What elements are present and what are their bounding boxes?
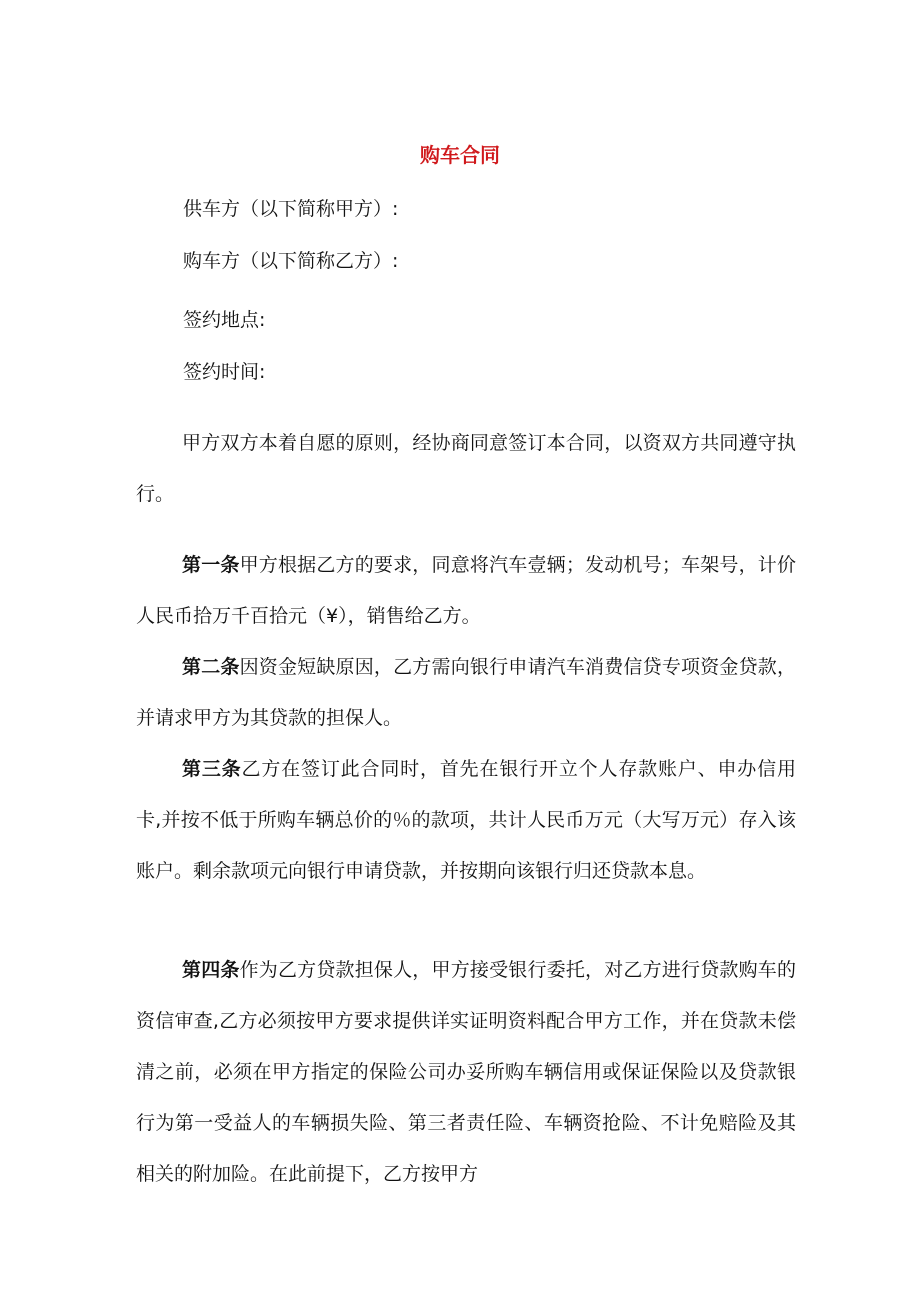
article-3 — [136, 744, 796, 897]
article-1-text: 甲方根据乙方的要求，同意将汽车壹辆；发动机号；车架号，计价人民币拾万千百拾元（¥），销售给乙方。 — [136, 554, 796, 627]
article-4 — [136, 945, 796, 1200]
article-4-text: 作为乙方贷款担保人，甲方接受银行委托，对乙方进行贷款购车的资信审查,乙方必须按甲方要求提供详实证明资料配合甲方工作，并在贷款未偿清之前，必须在甲方指定的保险公司办妥所购车辆信用或保证保险以及贷款银行为第一受益人的车辆损失险、第三者责任险、车辆资抢险、不计免赔险及其相关的附加险。在此前提下，乙方按甲方 — [136, 959, 796, 1185]
intro-paragraph: 甲方双方本着自愿的原则，经协商同意签订本合同，以资双方共同遵守执行。 — [136, 432, 796, 505]
article-4-heading: 第四条 — [182, 959, 240, 981]
signing-location-field: 签约地点: — [183, 309, 266, 331]
article-1 — [136, 540, 796, 642]
document-title: 购车合同 — [420, 143, 500, 167]
buyer-field: 购车方（以下简称乙方）: — [183, 250, 399, 272]
article-2-text: 因资金短缺原因，乙方需向银行申请汽车消费信贷专项资金贷款，并请求甲方为其贷款的担保人。 — [136, 656, 796, 729]
signing-time-field: 签约时间: — [183, 361, 266, 383]
article-2-heading: 第二条 — [182, 656, 240, 678]
seller-field: 供车方（以下简称甲方）: — [183, 198, 399, 220]
article-3-text: 乙方在签订此合同时，首先在银行开立个人存款账户、申办信用卡,并按不低于所购车辆总价的％的款项，共计人民币万元（大写万元）存入该账户。剩余款项元向银行申请贷款，并按期向该银行归还贷款本息。 — [136, 758, 796, 882]
article-1-heading: 第一条 — [182, 554, 240, 576]
article-2 — [136, 642, 796, 744]
article-3-heading: 第三条 — [182, 758, 242, 780]
